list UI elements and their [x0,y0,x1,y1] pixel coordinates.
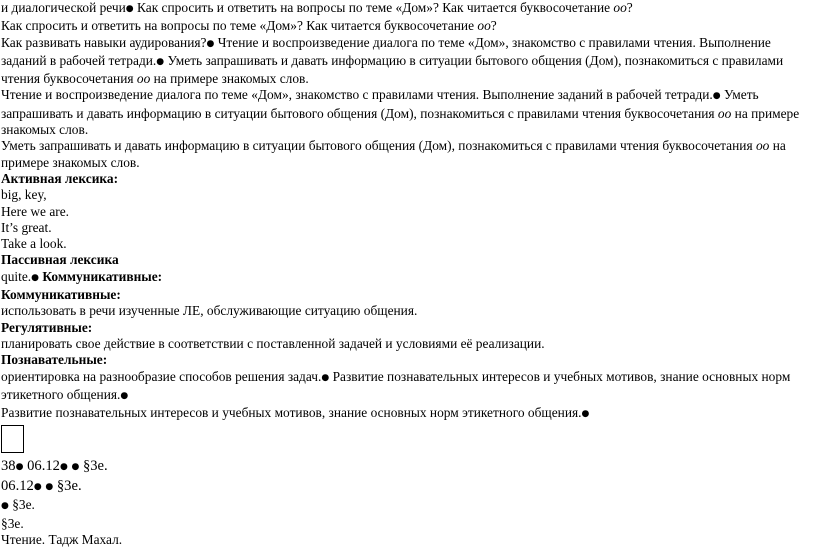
text-segment: Чтение и воспроизведение диалога по теме «Дом», знакомство с правилами чтения. Выполнение заданий в рабочей тетради. [1,34,771,68]
paragraph-ref: §3e. [79,458,108,475]
lesson-number: 38 [1,458,16,475]
text-segment: Как спросить и ответить на вопросы по теме «Дом»? Как читается буквосочетание [133,0,614,15]
text-segment: Уметь запрашивать и давать информацию в ситуации бытового общения (Дом), познакомиться с правилами чтения буквосочетания [1,87,759,121]
bullet-icon: ● [321,372,330,383]
text-segment: Уметь запрашивать и давать информацию в ситуации бытового общения (Дом), познакомиться с правилами чтения буквосочетания [1,138,756,154]
communicative-heading: Коммуникативные: [1,287,121,303]
para-plain: §3e. [1,515,24,531]
bullet-icon: ● [45,482,54,493]
paragraph-3 [1,35,813,88]
cognitive-heading: Познавательные: [1,352,108,368]
bullet-icon: ● [581,409,590,420]
oo-italic: oo [477,18,491,34]
bullet-icon: ● [31,272,39,283]
bullet-icon: ● [59,462,68,473]
communicative-inline-heading: Коммуникативные: [38,268,163,284]
text-segment: Уметь запрашивать и давать информацию в ситуации бытового общения (Дом), познакомиться с правилами чтения буквосочетания [1,52,784,87]
oo-italic: oo [136,71,151,87]
regulative-text: планировать свое действие в соответствии с поставленной задачей и условиями её реализации. [1,335,545,351]
text-segment: Как спросить и ответить на вопросы по теме «Дом»? Как читается буквосочетание [1,18,478,34]
bullet-icon: ● [120,390,129,401]
text-segment: ? [490,18,497,34]
communicative-text: использовать в речи изученные ЛЕ, обслуживающие ситуацию общения. [1,303,418,319]
regulative-heading: Регулятивные: [1,319,93,335]
line-2 [1,18,813,34]
date-line [1,477,813,497]
empty-table-cell [1,425,24,453]
lesson-date: 06.12 [1,478,34,495]
bullet-icon: ● [1,501,9,512]
lesson-number-line [1,457,813,477]
paragraph-4 [1,87,813,138]
paragraph-ref: §3e. [53,478,82,495]
bullet-icon: ● [71,462,80,473]
text-segment: Чтение и воспроизведение диалога по теме «Дом», знакомство с правилами чтения. Выполнение заданий в рабочей тетради. [1,87,713,103]
text-segment: ? [626,0,633,15]
bullet-icon: ● [712,91,721,102]
bullet-icon: ● [33,482,42,493]
passive-vocab-heading: Пассивная лексика [1,252,119,268]
text-segment: Развитие познавательных интересов и учебных мотивов, знание основных норм этикетного общения. [1,368,791,402]
text-segment: на примере знакомых слов. [1,138,786,170]
vocab-item: Here we are. [1,203,70,219]
oo-italic: oo [717,105,732,121]
oo-italic: oo [613,0,627,15]
reading-topic: Чтение. Тадж Махал. [1,532,123,548]
cognitive-text-repeat [1,405,813,423]
active-vocab-heading: Активная лексика: [1,170,119,186]
text-segment: ориентировка на разнообразие способов решения задач. [1,368,322,384]
paragraph-ref: §3e. [8,497,35,513]
lesson-date: 06.12 [23,458,60,475]
passive-line [1,269,813,287]
bullet-icon: ● [206,38,215,49]
vocab-item: Take a look. [1,236,67,252]
passive-word: quite. [1,268,32,284]
vocab-item: big, key, [1,187,47,203]
paragraph-5 [1,138,813,171]
cognitive-text [1,369,813,406]
vocab-item: It’s great. [1,219,52,235]
text-segment: на примере знакомых слов. [1,105,800,138]
bullet-icon: ● [156,56,165,67]
text-segment: и диалогической речи [1,0,126,15]
text-segment: Как развивать навыки аудирования? [1,34,207,50]
line-1 [1,0,813,18]
text-segment: на примере знакомых слов. [150,71,309,87]
bullet-icon: ● [125,4,134,14]
bullet-icon: ● [15,462,24,473]
text-segment: Развитие познавательных интересов и учебных мотивов, знание основных норм этикетного общения. [1,405,582,421]
para-line [1,497,813,515]
oo-italic: oo [755,138,770,154]
